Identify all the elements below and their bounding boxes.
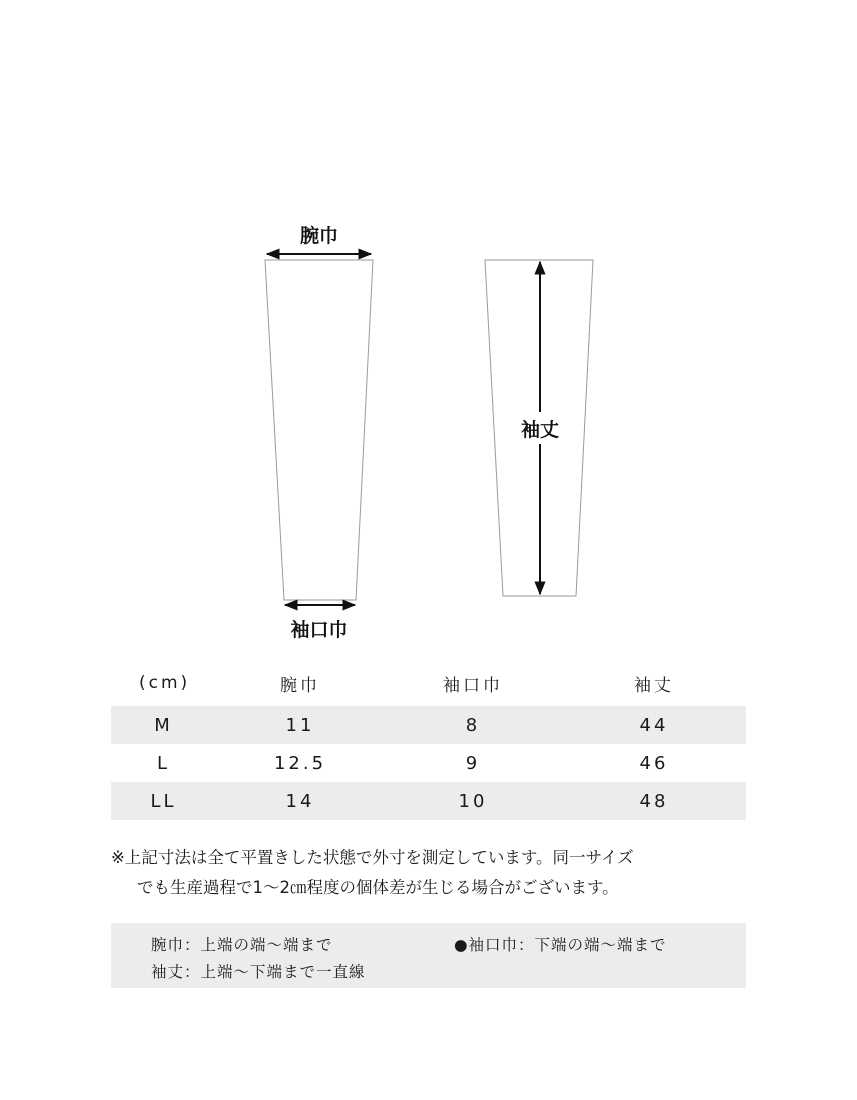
arm-width-value: 12.5 [273,752,327,774]
cuff-width-label: 袖口巾 [290,619,348,641]
sleeve-length-value: 46 [639,752,669,774]
cuff-width-value: 10 [458,790,488,812]
legend-cuff-width: ●袖口巾：下端の端〜端まで [454,936,667,954]
cuff-width-value: 9 [465,752,481,774]
sleeve-front-outline [265,260,373,600]
arm-width-value: 14 [285,790,315,812]
table-row [111,744,746,782]
unit-label: (cm) [139,673,191,693]
measurement-note [111,843,761,903]
note-line: ※上記寸法は全て平置きした状態で外寸を測定しています。同一サイズ [111,848,634,867]
size-label: LL [150,790,177,812]
measurement-legend [111,923,746,988]
header-arm-width: 腕巾 [280,675,320,696]
size-label: L [156,752,171,774]
table-row [111,782,746,820]
size-label: M [154,714,173,736]
sleeve-length-value: 44 [639,714,669,736]
note-line: でも生産過程で1〜2㎝程度の個体差が生じる場合がございます。 [137,878,619,897]
sleeve-length-value: 48 [639,790,669,812]
table-row [111,706,746,744]
cuff-width-value: 8 [465,714,481,736]
legend-sleeve-length: 袖丈：上端〜下端まで一直線 [151,963,366,981]
arm-width-value: 11 [285,714,315,736]
size-table [111,660,746,820]
legend-arm-width: 腕巾：上端の端〜端まで [151,936,333,954]
sleeve-length-label: 袖丈 [520,419,560,441]
arm-width-label: 腕巾 [299,225,339,247]
table-header-row [111,660,746,706]
header-cuff-width: 袖口巾 [443,675,503,696]
header-sleeve-length: 袖丈 [634,675,674,696]
